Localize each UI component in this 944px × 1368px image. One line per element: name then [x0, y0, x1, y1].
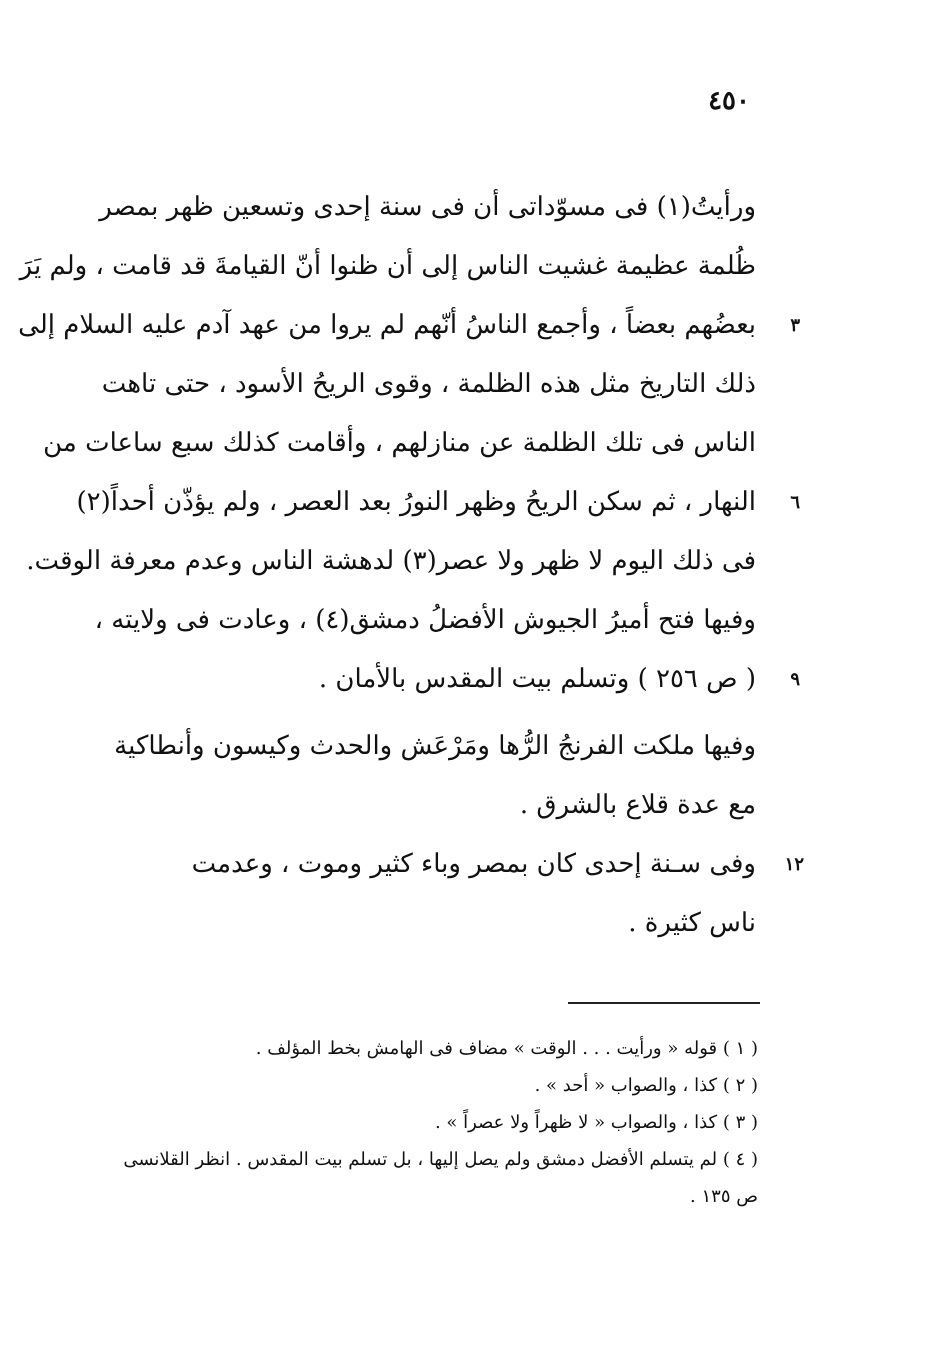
text-line	[104, 650, 800, 709]
line-text: فى ذلك اليوم لا ظهر ولا عصر(٣) لدهشة الناس وعدم معرفة الوقت.	[26, 546, 756, 576]
text-line	[18, 296, 800, 355]
text-line	[104, 835, 804, 894]
footnote-divider	[568, 1002, 760, 1004]
footnote: ( ٤ ) لم يتسلم الأفضل دمشق ولم يصل إليها ، بل تسلم بيت المقدس . انظر القلانسى	[123, 1149, 758, 1170]
line-text: مع عدة قلاع بالشرق .	[519, 790, 756, 820]
footnotes	[104, 1030, 758, 1215]
margin-line-number: ٦	[790, 492, 800, 513]
line-text: وفيها فتح أميرُ الجيوش الأفضلُ دمشق(٤) ، وعادت فى ولايته ،	[94, 605, 756, 635]
line-text: ظُلمة عظيمة غشيت الناس إلى أن ظنوا أنّ القيامةَ قد قامت ، ولم يَرَ	[19, 251, 756, 281]
footnote: ( ٣ ) كذا ، والصواب « لا ظهراً ولا عصراً » .	[434, 1112, 758, 1133]
text-line	[104, 894, 756, 953]
line-text: ( ص ٢٥٦ ) وتسلم بيت المقدس بالأمان .	[318, 664, 756, 694]
footnote: ( ١ ) قوله « ورأيت . . . الوقت » مضاف فى الهامش بخط المؤلف .	[255, 1038, 758, 1059]
line-text: الناس فى تلك الظلمة عن منازلهم ، وأقامت كذلك سبع ساعات من	[43, 428, 756, 458]
line-text: ورأيتُ(١) فى مسوّداتى أن فى سنة إحدى وتسعين ظهر بمصر	[99, 192, 756, 222]
margin-line-number: ١٢	[784, 854, 804, 875]
line-text: ذلك التاريخ مثل هذه الظلمة ، وقوى الريحُ الأسود ، حتى تاهت	[101, 369, 756, 399]
text-line	[26, 532, 756, 591]
text-line	[43, 414, 756, 473]
footnote: ( ٢ ) كذا ، والصواب « أحد » .	[534, 1075, 758, 1096]
margin-line-number: ٩	[790, 669, 800, 690]
line-text: ناس كثيرة .	[628, 908, 756, 938]
text-line	[104, 776, 756, 835]
text-line	[94, 591, 756, 650]
body-text	[18, 178, 804, 953]
line-text: بعضُهم بعضاً ، وأجمع الناسُ أنّهم لم يروا من عهد آدم عليه السلام إلى	[18, 310, 756, 340]
line-text: وفيها ملكت الفرنجُ الرُّها ومَرْعَش والحدث وكيسون وأنطاكية	[114, 731, 756, 761]
text-line	[76, 473, 800, 532]
line-text: النهار ، ثم سكن الريحُ وظهر النورُ بعد العصر ، ولم يؤذّن أحداً(٢)	[76, 487, 756, 517]
text-line	[19, 237, 756, 296]
text-line	[99, 178, 756, 237]
text-line	[104, 717, 756, 776]
page-number: ٤٥٠	[708, 86, 750, 116]
text-line	[101, 355, 756, 414]
line-text: وفى سـنة إحدى كان بمصر وباء كثير وموت ، وعدمت	[191, 849, 756, 879]
footnote: ص ١٣٥ .	[690, 1186, 758, 1207]
margin-line-number: ٣	[790, 315, 800, 336]
